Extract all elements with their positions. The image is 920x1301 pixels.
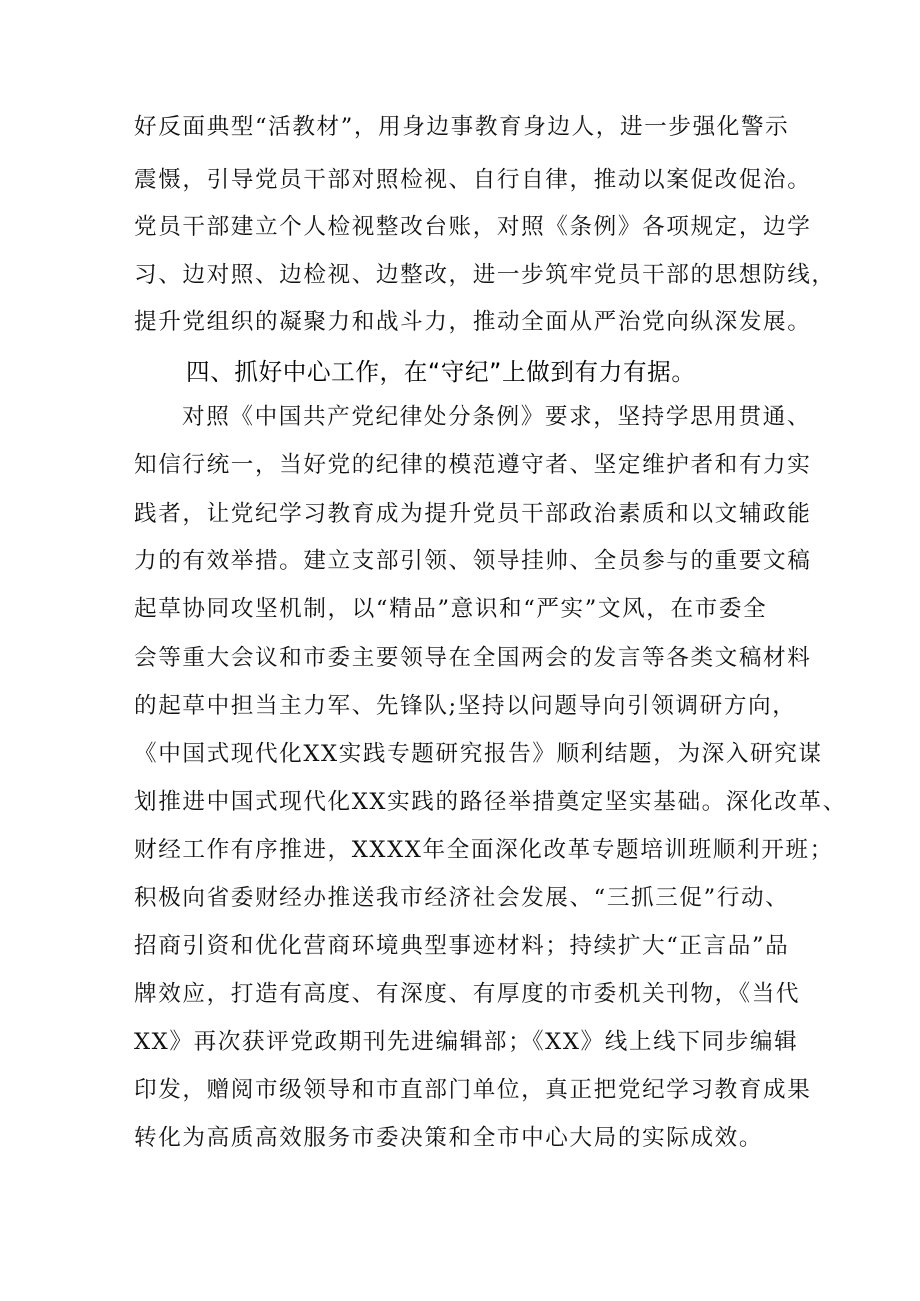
paragraph-line-13: 的起草中担当主力军、先锋队;坚持以问题导向引领调研方向， xyxy=(134,693,797,719)
paragraph-line-3: 党员干部建立个人检视整改台账，对照《条例》各项规定，边学 xyxy=(134,214,812,240)
paragraph-line-20: XX》再次获评党政期刊先进编辑部；《XX》线上线下同步编辑 xyxy=(134,1029,799,1055)
paragraph-line-17: 积极向省委财经办推送我市经济社会发展、“三抓三促”行动、 xyxy=(134,885,790,911)
paragraph-line-15: 划推进中国式现代化XX实践的路径举措奠定坚实基础。深化改革、 xyxy=(134,789,847,815)
paragraph-line-7: 对照《中国共产党纪律处分条例》要求，坚持学思用贯通、 xyxy=(182,404,812,430)
paragraph-line-14: 《中国式现代化XX实践专题研究报告》顺利结题，为深入研究谋 xyxy=(134,741,823,767)
paragraph-line-5: 提升党组织的凝聚力和战斗力，推动全面从严治党向纵深发展。 xyxy=(134,309,812,335)
section-heading: 四、抓好中心工作，在“守纪”上做到有力有据。 xyxy=(186,358,696,386)
paragraph-line-8: 知信行统一，当好党的纪律的模范遵守者、坚定维护者和有力实 xyxy=(134,452,812,478)
paragraph-line-22: 转化为高质高效服务市委决策和全市中心大局的实际成效。 xyxy=(134,1125,764,1151)
paragraph-line-21: 印发，赠阅市级领导和市直部门单位，真正把党纪学习教育成果 xyxy=(134,1077,812,1103)
paragraph-line-9: 践者，让党纪学习教育成为提升党员干部政治素质和以文辅政能 xyxy=(134,501,812,527)
paragraph-line-10: 力的有效举措。建立支部引领、领导挂帅、全员参与的重要文稿 xyxy=(134,548,812,574)
paragraph-line-2: 震慑，引导党员干部对照检视、自行自律，推动以案促改促治。 xyxy=(134,167,812,193)
paragraph-line-19: 牌效应，打造有高度、有深度、有厚度的市委机关刊物，《当代 xyxy=(134,981,801,1007)
paragraph-line-4: 习、边对照、边检视、边整改，进一步筑牢党员干部的思想防线， xyxy=(134,262,836,288)
paragraph-line-18: 招商引资和优化营商环境典型事迹材料；持续扩大“正言品”品 xyxy=(134,933,790,959)
paragraph-line-1: 好反面典型“活教材”，用身边事教育身边人，进一步强化警示 xyxy=(134,114,790,140)
paragraph-line-12: 会等重大会议和市委主要领导在全国两会的发言等各类文稿材料 xyxy=(134,645,812,671)
paragraph-line-11: 起草协同攻坚机制，以“精品”意识和“严实”文风，在市委全 xyxy=(134,596,768,622)
paragraph-line-16: 财经工作有序推进，XXXX年全面深化改革专题培训班顺利开班； xyxy=(134,837,834,863)
